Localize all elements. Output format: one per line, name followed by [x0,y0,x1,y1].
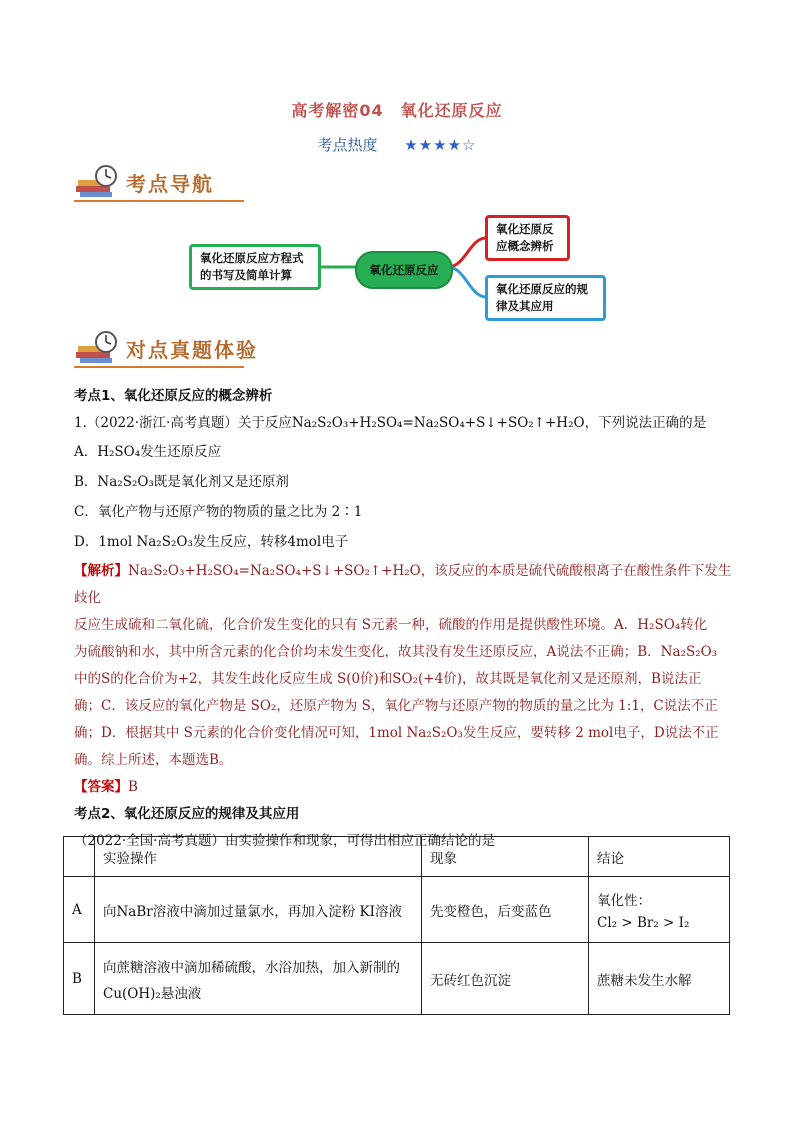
analysis-line: 【解析】Na₂S₂O₃+H₂SO₄=Na₂SO₄+S↓+SO₂↑+H₂O，该反应的本质是硫代硫酸根离子在酸性条件下发生歧化 [74,563,732,606]
mindmap-node-equation-writing: 氧化还原反应方程式的书写及简单计算 [189,244,321,290]
row-operation: 向蔗糖溶液中滴加稀硫酸，水浴加热，加入新制的 Cu(OH)₂悬浊液 [95,943,422,1015]
question-prefix: 1.（2022·浙江·高考真题）关于反应 [74,415,292,431]
analysis-line: 确；C．该反应的氧化产物是 SO₂，还原产物为 S，氧化产物与还原产物的物质的量之比为 1:1，C说法不正 [74,698,718,714]
books-clock-icon [74,164,122,200]
analysis-line: 确。综上所述，本题选B。 [74,752,233,768]
section-banner-navigation [74,162,494,206]
section-title: 考点导航 [126,172,214,196]
heat-label: 考点热度 [317,136,378,154]
table-row [64,877,730,943]
mindmap-node-center: 氧化还原反应 [355,251,453,289]
option-c: C．氧化产物与还原产物的物质的量之比为 2∶1 [74,504,363,520]
header-cell: 现象 [422,837,589,877]
section-underline [74,200,244,202]
header-cell [64,837,95,877]
analysis-line: 为硫酸钠和水，其中所含元素的化合价均未发生变化，故其没有发生还原反应，A说法不正确；B．Na₂S₂O₃ [74,644,718,660]
analysis-tag: 【解析】 [74,563,128,579]
option-d: D．1mol Na₂S₂O₃发生反应，转移4mol电子 [74,534,349,550]
kp2-question: （2022·全国·高考真题）由实验操作和现象，可得出相应正确结论的是 [74,833,495,849]
analysis-line: 反应生成硫和二氧化硫，化合价发生变化的只有 S元素一种，硫酸的作用是提供酸性环境。A．H₂SO₄转化 [74,617,708,633]
section-title: 对点真题体验 [126,338,258,362]
kp1-question [74,410,734,437]
answer-tag: 【答案】 [74,779,128,795]
kp1-block [74,383,734,855]
row-operation: 向NaBr溶液中滴加过量氯水，再加入淀粉 KI溶液 [95,877,422,943]
question-suffix: ，下列说法正确的是 [584,415,707,431]
option-a: A．H₂SO₄发生还原反应 [74,444,222,460]
kp1-analysis [74,558,734,801]
books-clock-icon [74,330,122,366]
table-header-row [64,837,730,877]
analysis-line: 确；D．根据其中 S元素的化合价变化情况可知，1mol Na₂S₂O₃发生反应，要转移 2 mol电子，D说法不正 [74,725,719,741]
mindmap-node-rules: 氧化还原反应的规律及其应用 [485,275,606,321]
row-key: A [64,877,95,943]
row-key: B [64,943,95,1015]
option-b: B．Na₂S₂O₃既是氧化剂又是还原剂 [74,474,289,490]
kp2-heading: 考点2、氧化还原反应的规律及其应用 [74,806,300,822]
heat-stars: ★★★★☆ [404,136,477,154]
header-cell: 实验操作 [95,837,422,877]
row-conclusion: 氧化性： Cl₂ > Br₂ > I₂ [589,877,730,943]
row-conclusion: 蔗糖未发生水解 [589,943,730,1015]
answer-value: B [128,779,138,795]
answer-line [74,774,734,801]
header-cell: 结论 [589,837,730,877]
row-phenomenon: 先变橙色，后变蓝色 [422,877,589,943]
experiment-table [63,836,730,1015]
table-row [64,943,730,1015]
page-title: 高考解密04 氧化还原反应 [291,101,503,120]
analysis-line: 中的S的化合价为+2，其发生歧化反应生成 S(0价)和SO₂(+4价)，故其既是氧化剂又是还原剂，B说法正 [74,671,702,687]
section-underline [74,366,244,368]
row-phenomenon: 无砖红色沉淀 [422,943,589,1015]
question-equation: Na₂S₂O₃+H₂SO₄=Na₂SO₄+S↓+SO₂↑+H₂O [291,415,585,431]
mindmap-node-concept: 氧化还原反应概念辨析 [485,215,570,261]
heat-rating [0,134,794,155]
kp1-heading: 考点1、氧化还原反应的概念辨析 [74,388,273,404]
section-banner-practice [74,328,494,372]
